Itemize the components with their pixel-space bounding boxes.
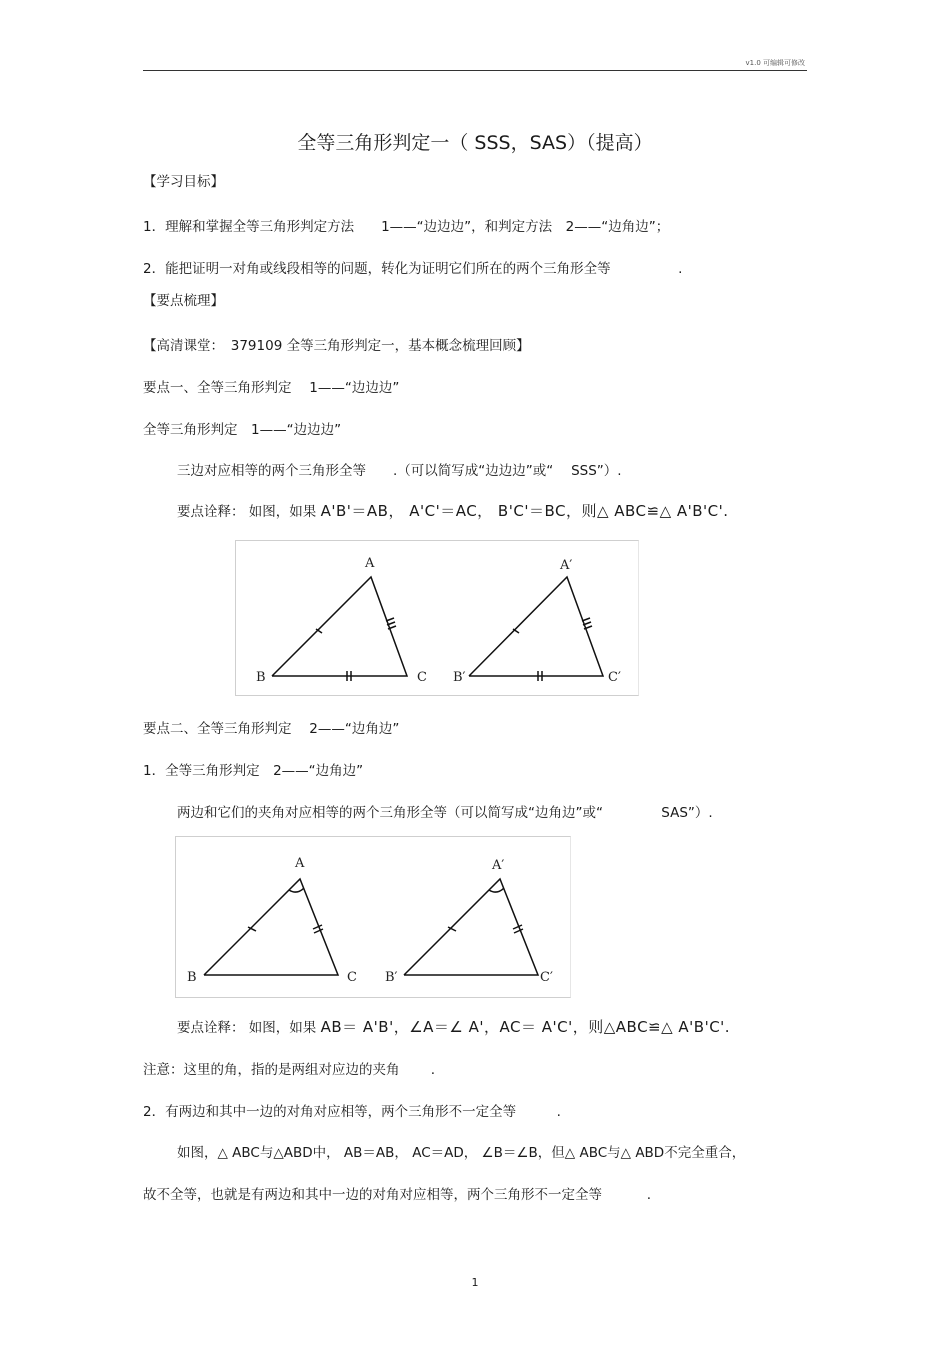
fig1-label-a: A [365, 556, 375, 571]
point2-explain-prefix: 要点诠释： 如图，如果 [177, 1020, 321, 1036]
goal-2: 2．能把证明一对角或线段相等的问题，转化为证明它们所在的两个三角形全等 . [143, 261, 683, 277]
point2-subheading: 1．全等三角形判定 2——“边角边” [143, 763, 364, 779]
point2-explain-math: AB＝ A'B'，∠A＝∠ A'，AC＝ A'C'，则△ABC≌△ A'B'C'. [320, 1018, 731, 1036]
header-rule [143, 70, 807, 71]
page-number: 1 [471, 1276, 479, 1289]
point2-explain [177, 1016, 730, 1037]
section-goals: 【学习目标】 [143, 174, 224, 190]
course-note: 【高清课堂： 379109 全等三角形判定一，基本概念梳理回顾】 [143, 338, 530, 354]
goal-1: 1．理解和掌握全等三角形判定方法 1——“边边边”，和判定方法 2——“边角边”； [143, 219, 670, 235]
point1-explain-prefix: 要点诠释： 如图，如果 [177, 504, 321, 520]
example-line-2: 故不全等，也就是有两边和其中一边的对角对应相等，两个三角形不一定全等 . [143, 1187, 652, 1203]
note: 注意：这里的角，指的是两组对应边的夹角 . [143, 1062, 436, 1078]
point1-explain-math: A'B'＝AB， A'C'＝AC， B'C'＝BC，则△ ABC≌△ A'B'C'. [320, 502, 729, 520]
point1-heading: 要点一、全等三角形判定 1——“边边边” [143, 380, 400, 396]
point2-heading: 要点二、全等三角形判定 2——“边角边” [143, 721, 400, 737]
page-title: 全等三角形判定一（ SSS，SAS）（提高） [297, 132, 653, 154]
example-line-1: 如图，△ ABC与△ABD中， AB＝AB， AC＝AD， ∠B＝∠B，但△ ABC与△ ABD不完全重合， [177, 1145, 746, 1161]
figure-sas [175, 836, 571, 998]
fig1-label-a-prime: A′ [560, 558, 573, 573]
section-points: 【要点梳理】 [143, 293, 224, 309]
point1-explain [177, 500, 729, 521]
fig2-label-a-prime: A′ [492, 858, 505, 873]
point1-subheading: 全等三角形判定 1——“边边边” [143, 422, 342, 438]
fig2-label-b-prime: B′ [385, 970, 398, 985]
fig1-label-b-prime: B′ [453, 670, 466, 685]
figure-sss [235, 540, 639, 696]
fig1-label-c-prime: C′ [608, 670, 621, 685]
fig2-label-c-prime: C′ [540, 970, 553, 985]
fig2-label-c: C [347, 970, 357, 985]
point2-text: 两边和它们的夹角对应相等的两个三角形全等（可以简写成“边角边”或“ SAS”）. [177, 805, 713, 821]
fig2-label-b: B [187, 970, 197, 985]
fig1-label-b: B [256, 670, 266, 685]
fig2-label-a: A [295, 856, 305, 871]
header-version: v1.0 可编辑可修改 [745, 59, 805, 67]
point1-text: 三边对应相等的两个三角形全等 .（可以简写成“边边边”或“ SSS”）. [177, 463, 622, 479]
fig1-label-c: C [417, 670, 427, 685]
point2-item2: 2．有两边和其中一边的对角对应相等，两个三角形不一定全等 . [143, 1104, 561, 1120]
